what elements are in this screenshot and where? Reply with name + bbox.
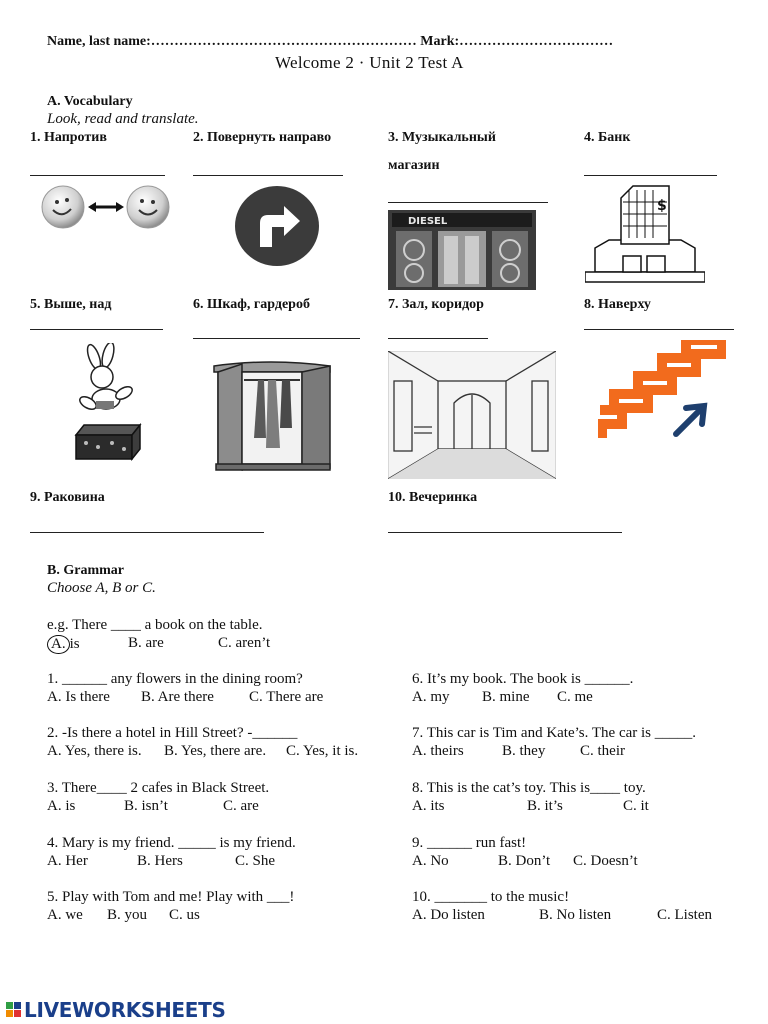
answer-line-9[interactable] <box>30 532 264 533</box>
liveworksheets-logo-icon <box>6 1000 24 1020</box>
grammar-instruction: Choose A, B or C. <box>47 580 156 596</box>
store-sign-text: DIESEL <box>408 216 448 227</box>
question-7: 7. This car is Tim and Kate’s. The car is _____. <box>412 725 697 741</box>
question-5: 5. Play with Tom and me! Play with ___! <box>47 889 295 905</box>
wardrobe-icon <box>210 358 334 476</box>
vocab-label-6: 6. Шкаф, гардероб <box>193 297 310 312</box>
question-3: 3. There____ 2 cafes in Black Street. <box>47 780 270 796</box>
q10-option-b[interactable]: B. No listen <box>539 907 612 923</box>
liveworksheets-logo[interactable] <box>6 998 226 1022</box>
answer-line-4[interactable] <box>584 175 717 176</box>
q1-option-c[interactable]: C. There are <box>249 689 324 705</box>
q5-option-c[interactable]: C. us <box>169 907 200 923</box>
example-question: e.g. There ____ a book on the table. <box>47 617 263 633</box>
q6-option-b[interactable]: B. mine <box>482 689 530 705</box>
answer-line-5[interactable] <box>30 329 163 330</box>
music-store-photo <box>388 210 536 290</box>
q8-option-a[interactable]: A. its <box>412 798 445 814</box>
rabbit-above-box-icon <box>68 343 148 463</box>
q1-option-b[interactable]: B. Are there <box>141 689 214 705</box>
q3-option-a[interactable]: A. is <box>47 798 76 814</box>
q10-option-c[interactable]: C. Listen <box>657 907 712 923</box>
page-title: Welcome 2 · Unit 2 Test A <box>275 53 464 72</box>
question-1: 1. ______ any flowers in the dining room? <box>47 671 303 687</box>
answer-line-2[interactable] <box>193 175 343 176</box>
example-option-b: B. are <box>128 635 164 651</box>
question-4: 4. Mary is my friend. _____ is my friend. <box>47 835 296 851</box>
q9-option-a[interactable]: A. No <box>412 853 449 869</box>
vocab-label-4: 4. Банк <box>584 130 631 145</box>
q7-option-c[interactable]: C. their <box>580 743 625 759</box>
example-option-a-circled: A. <box>47 635 70 654</box>
opposite-smileys-icon <box>38 183 173 233</box>
answer-line-8[interactable] <box>584 329 734 330</box>
question-6: 6. It’s my book. The book is ______. <box>412 671 634 687</box>
vocab-label-8: 8. Наверху <box>584 297 651 312</box>
grammar-heading: B. Grammar <box>47 563 124 578</box>
q6-option-c[interactable]: C. me <box>557 689 593 705</box>
question-8: 8. This is the cat’s toy. This is____ toy. <box>412 780 646 796</box>
q5-option-b[interactable]: B. you <box>107 907 148 923</box>
hall-corridor-icon <box>388 351 556 479</box>
q2-option-b[interactable]: B. Yes, there are. <box>164 743 267 759</box>
example-option-c: C. aren’t <box>218 635 271 651</box>
q9-option-c[interactable]: C. Doesn’t <box>573 853 638 869</box>
q6-option-a[interactable]: A. my <box>412 689 450 705</box>
vocab-label-3b: магазин <box>388 158 440 173</box>
name-mark-line: Name, last name:………………………………………………… Mark:…………………………… <box>47 34 614 49</box>
vocab-heading: A. Vocabulary <box>47 94 133 109</box>
q1-option-a[interactable]: A. Is there <box>47 689 110 705</box>
q8-option-c[interactable]: C. it <box>623 798 649 814</box>
upstairs-arrow-icon <box>598 340 726 440</box>
question-10: 10. _______ to the music! <box>412 889 570 905</box>
question-2: 2. -Is there a hotel in Hill Street? -______ <box>47 725 298 741</box>
vocab-label-7: 7. Зал, коридор <box>388 297 484 312</box>
vocab-label-10: 10. Вечеринка <box>388 490 478 505</box>
vocab-label-9: 9. Раковина <box>30 490 105 505</box>
q4-option-a[interactable]: A. Her <box>47 853 88 869</box>
answer-line-3[interactable] <box>388 202 548 203</box>
q4-option-b[interactable]: B. Hers <box>137 853 183 869</box>
svg-text:$: $ <box>657 198 667 214</box>
q3-option-c[interactable]: C. are <box>223 798 259 814</box>
q7-option-b[interactable]: B. they <box>502 743 546 759</box>
q3-option-b[interactable]: B. isn’t <box>124 798 168 814</box>
question-9: 9. ______ run fast! <box>412 835 527 851</box>
q7-option-a[interactable]: A. theirs <box>412 743 464 759</box>
q2-option-a[interactable]: A. Yes, there is. <box>47 743 142 759</box>
answer-line-10[interactable] <box>388 532 622 533</box>
q10-option-a[interactable]: A. Do listen <box>412 907 485 923</box>
vocab-label-5: 5. Выше, над <box>30 297 112 312</box>
q9-option-b[interactable]: B. Don’t <box>498 853 551 869</box>
logo-text: LIVEWORKSHEETS <box>24 998 226 1022</box>
q4-option-c[interactable]: C. She <box>235 853 276 869</box>
vocab-label-2: 2. Повернуть направо <box>193 130 332 145</box>
q5-option-a[interactable]: A. we <box>47 907 83 923</box>
vocab-label-3: 3. Музыкальный <box>388 130 496 145</box>
answer-line-7[interactable] <box>388 338 488 339</box>
bank-building-icon <box>585 180 705 288</box>
q8-option-b[interactable]: B. it’s <box>527 798 563 814</box>
example-options <box>47 635 271 654</box>
answer-line-6[interactable] <box>193 338 360 339</box>
answer-line-1[interactable] <box>30 175 165 176</box>
q2-option-c[interactable]: C. Yes, it is. <box>286 743 359 759</box>
vocab-label-1: 1. Напротив <box>30 130 107 145</box>
turn-right-sign-icon <box>234 185 320 267</box>
vocab-instruction: Look, read and translate. <box>47 111 199 127</box>
example-option-a-text: is <box>69 636 80 652</box>
